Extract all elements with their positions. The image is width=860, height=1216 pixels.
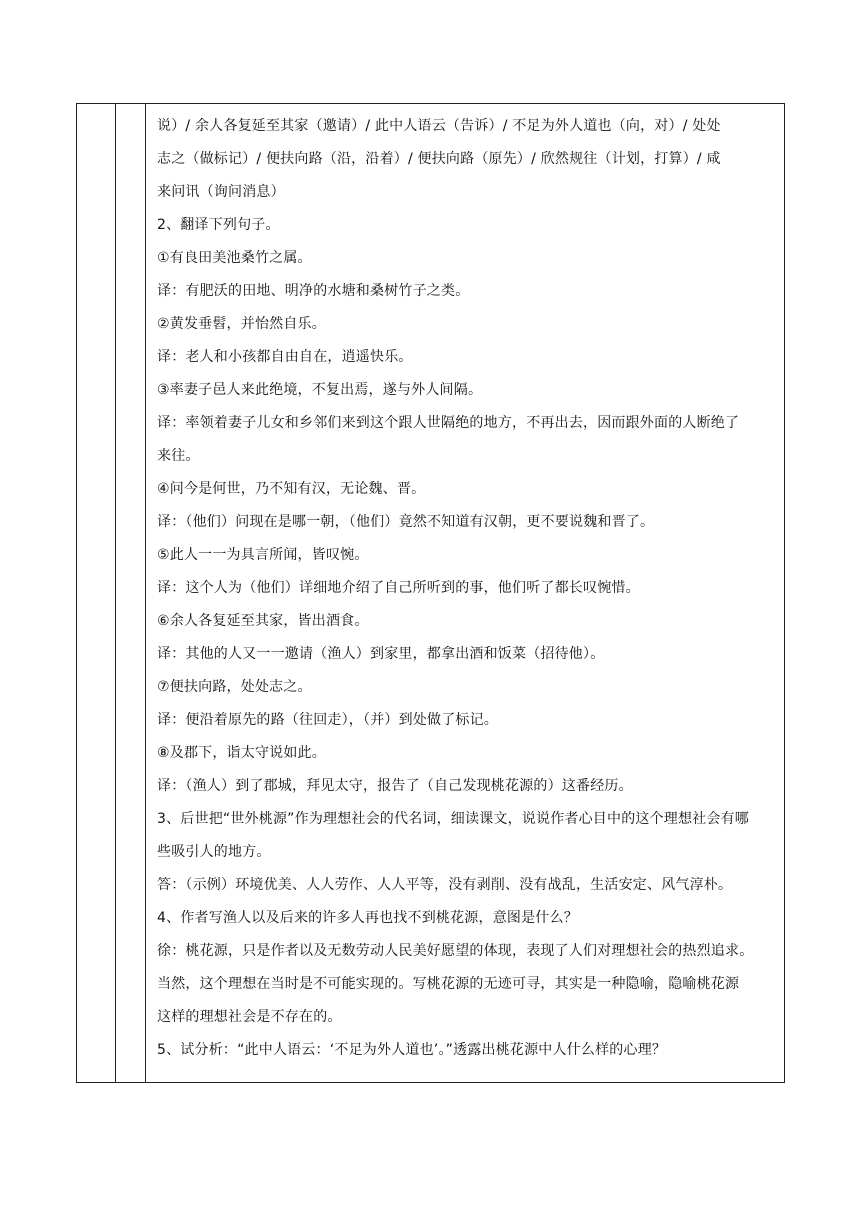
answer-line: 这样的理想社会是不存在的。 xyxy=(157,1009,342,1025)
sentence-item: ①有良田美池桑竹之属。 xyxy=(157,250,312,266)
question-heading: 些吸引人的地方。 xyxy=(157,844,271,860)
translation-line: 译：率领着妻子儿女和乡邻们来到这个跟人世隔绝的地方，不再出去，因而跟外面的人断绝了 xyxy=(157,415,740,431)
translation-line: 译：便沿着原先的路（往回走），（并）到处做了标记。 xyxy=(157,712,498,728)
answer-line: 徐：桃花源，只是作者以及无数劳动人民美好愿望的体现，表现了人们对理想社会的热烈追求。 xyxy=(157,943,754,959)
translation-line: 译：（渔人）到了郡城，拜见太守，报告了（自己发现桃花源的）这番经历。 xyxy=(157,778,633,794)
sentence-item: ⑧及郡下，诣太守说如此。 xyxy=(157,745,326,761)
answer-line: 答：（示例）环境优美、人人劳作、人人平等，没有剥削、没有战乱，生活安定、风气淳朴。 xyxy=(157,877,733,893)
translation-line: 译：其他的人又一一邀请（渔人）到家里，都拿出酒和饭菜（招待他）。 xyxy=(157,646,605,662)
column-divider-1 xyxy=(115,104,116,1082)
table-content-cell xyxy=(157,110,778,1067)
translation-line: 来往。 xyxy=(157,448,200,464)
sentence-item: ④问今是何世，乃不知有汉，无论魏、晋。 xyxy=(157,481,426,497)
translation-line: 译：老人和小孩都自由自在，逍遥快乐。 xyxy=(157,349,413,365)
translation-line: 译：这个人为（他们）详细地介绍了自己所听到的事，他们听了都长叹惋惜。 xyxy=(157,580,640,596)
translation-line: 译：有肥沃的田地、明净的水塘和桑树竹子之类。 xyxy=(157,283,470,299)
text-line: 志之（做标记）/ 便扶向路（沿，沿着）/ 便扶向路（原先）/ 欣然规往（计划，打算）/ 咸 xyxy=(157,151,721,167)
sentence-item: ⑥余人各复延至其家，皆出酒食。 xyxy=(157,613,369,629)
question-heading: 2、翻译下列句子。 xyxy=(157,217,280,233)
answer-line: 当然，这个理想在当时是不可能实现的。写桃花源的无迹可寻，其实是一种隐喻，隐喻桃花源 xyxy=(157,976,740,992)
column-divider-2 xyxy=(145,104,146,1082)
sentence-item: ⑤此人一一为具言所闻，皆叹惋。 xyxy=(157,547,369,563)
sentence-item: ③率妻子邑人来此绝境，不复出焉，遂与外人间隔。 xyxy=(157,382,483,398)
question-heading: 3、后世把“世外桃源”作为理想社会的代名词，细读课文，说说作者心目中的这个理想社会有哪 xyxy=(157,811,750,827)
text-line: 来问讯（询问消息） xyxy=(157,184,285,200)
sentence-item: ②黄发垂髫，并怡然自乐。 xyxy=(157,316,326,332)
content-table xyxy=(76,103,785,1083)
translation-line: 译：（他们）问现在是哪一朝，（他们）竟然不知道有汉朝，更不要说魏和晋了。 xyxy=(157,514,655,530)
text-line: 说）/ 余人各复延至其家（邀请）/ 此中人语云（告诉）/ 不足为外人道也（向，对）/ 处处 xyxy=(157,118,721,134)
sentence-item: ⑦便扶向路，处处志之。 xyxy=(157,679,312,695)
question-heading: 4、作者写渔人以及后来的许多人再也找不到桃花源，意图是什么？ xyxy=(157,910,578,926)
question-heading: 5、试分析：“此中人语云：‘不足为外人道也’。”透露出桃花源中人什么样的心理？ xyxy=(157,1042,667,1058)
